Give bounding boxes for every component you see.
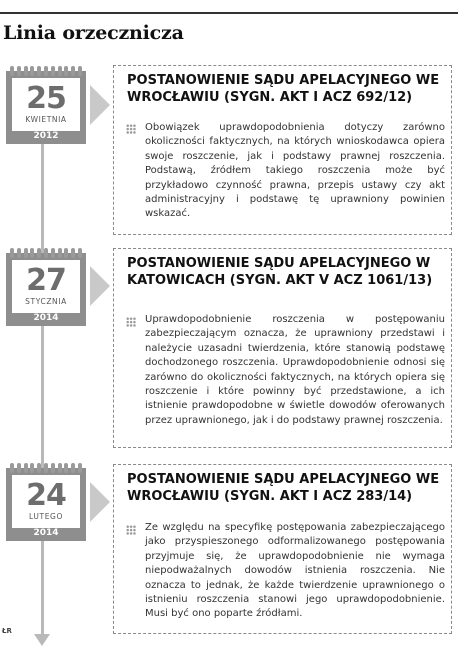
page-title: Linia orzecznicza [3, 22, 184, 44]
ruling-card [113, 65, 452, 235]
calendar-month: KWIETNIA [25, 115, 67, 124]
calendar-month: LUTEGO [29, 512, 63, 521]
calendar-icon [6, 66, 86, 144]
calendar-day: 24 [26, 478, 66, 513]
ruling-title: POSTANOWIENIE SĄDU APELACYJNEGO W KATOWICACH (SYGN. AKT V ACZ 1061/13) [127, 256, 433, 288]
dot-grid-icon [126, 317, 136, 327]
calendar-year: 2014 [33, 528, 59, 538]
calendar-icon [6, 248, 86, 326]
timeline-arrow-down-icon [34, 634, 50, 646]
calendar-year: 2012 [33, 131, 59, 141]
ruling-text: Ze względu na specyfikę postępowania zabezpieczającego jako przyspieszonego odformalizowanego postępowania przyjmuje się, że uprawdopodobnienie nie wymaga niepodważalnych dowodów istnienia roszczenia. Nie oznacza to jednak, że każde twierdzenie uprawnionego o istnieniu roszczenia stanowi jego uprawdopodobnienie. Musi być ono poparte źródłami. [145, 522, 445, 620]
ruling-text: Uprawdopodobnienie roszczenia w postępowaniu zabezpieczającym oznacza, że uprawniony przedstawi i należycie uzasadni twierdzenia, które stanowią podstawę dochodzonego roszczenia. Uprawdopodobnienie odnosi się zarówno do okoliczności faktycznych, na których opiera się roszczenie i które powinny być przedstawione, a ich istnienie prawdopodobne w świetle dowodów oferowanych przez uprawnionego, jak i do podstawy prawnej roszczenia. [145, 314, 445, 426]
pointer-arrow-icon [90, 85, 110, 125]
dot-grid-icon [126, 525, 136, 535]
top-rule [0, 12, 458, 14]
calendar-page [12, 260, 80, 313]
calendar-page [12, 78, 80, 131]
ruling-title: POSTANOWIENIE SĄDU APELACYJNEGO WE WROCŁAWIU (SYGN. AKT I ACZ 283/14) [127, 472, 440, 504]
calendar-page [12, 475, 80, 528]
calendar-rings [8, 248, 84, 258]
calendar-rings [8, 66, 84, 76]
calendar-month: STYCZNIA [25, 297, 67, 306]
timeline-line [41, 90, 44, 636]
pointer-arrow-icon [90, 266, 110, 306]
calendar-rings [8, 463, 84, 473]
author-initials: ŁR [2, 627, 12, 635]
calendar-icon [6, 463, 86, 541]
pointer-arrow-icon [90, 482, 110, 522]
calendar-day: 25 [26, 81, 66, 116]
calendar-year: 2014 [33, 313, 59, 323]
calendar-day: 27 [26, 263, 66, 298]
dot-grid-icon [126, 124, 136, 134]
ruling-text: Obowiązek uprawdopodobnienia dotyczy zarówno okoliczności faktycznych, na których wnioskodawca opiera swoje roszczenie, jak i podstawy prawnej roszczenia. Podstawą, źródłem takiego roszczenia może być przykładowo czynność prawna, przepis ustawy czy akt administracyjny i podstawę tę uprawniony powinien wskazać. [145, 122, 445, 220]
ruling-card [113, 464, 452, 634]
ruling-card [113, 248, 452, 448]
ruling-title: POSTANOWIENIE SĄDU APELACYJNEGO WE WROCŁAWIU (SYGN. AKT I ACZ 692/12) [127, 73, 440, 105]
